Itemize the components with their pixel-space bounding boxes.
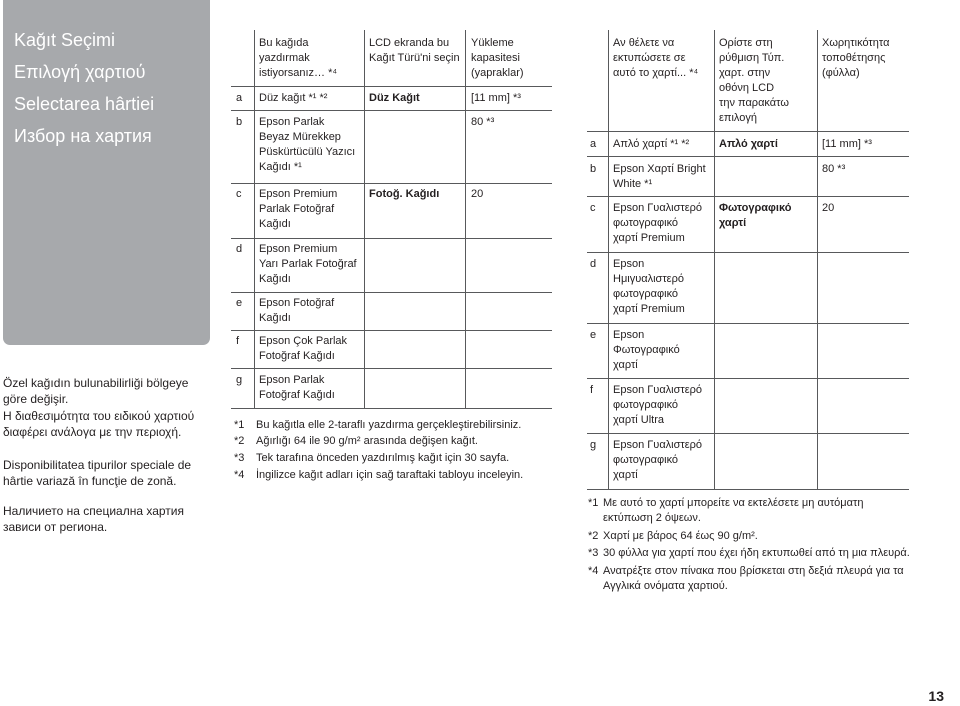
el-row-paper-line: Epson <box>613 258 645 270</box>
el-row-letter: f <box>590 384 594 396</box>
el-row-paper-type: Απλό χαρτί <box>719 138 778 150</box>
el-header-lcd-line1: Ορίστε στη <box>719 37 773 49</box>
tr-header-divider <box>231 86 552 87</box>
tr-row-letter: g <box>236 374 243 386</box>
el-row-paper-line: φωτογραφικό <box>613 454 679 466</box>
el-row-divider <box>587 378 909 379</box>
el-footnote-text: εκτύπωση 2 όψεων. <box>603 512 701 524</box>
tr-header-capacity-line1: Yükleme <box>471 37 514 49</box>
el-column-divider-3 <box>817 30 818 489</box>
el-footnote-mark: *4 <box>588 565 599 577</box>
el-row-divider <box>587 252 909 253</box>
el-row-paper-line: χαρτί <box>613 359 638 371</box>
note-romanian: Disponibilitatea tipurilor speciale de hârtie variază în funcţie de zonă. <box>3 458 192 488</box>
el-header-lcd-line5: την παρακάτω <box>719 97 789 109</box>
el-footnote-text: Ανατρέξτε στον πίνακα που βρίσκεται στη δεξιά πλευρά για τα <box>603 565 904 577</box>
el-footnote-mark: *3 <box>588 547 599 559</box>
tr-row-paper-line: Epson Parlak <box>259 116 325 128</box>
el-footnote-mark: *2 <box>588 530 599 542</box>
el-row-paper-line: Ημιγυαλιστερό <box>613 273 684 285</box>
el-header-lcd-line3: χαρτ. στην <box>719 67 771 79</box>
tr-column-divider-1 <box>254 30 255 408</box>
tr-row-divider <box>231 330 552 331</box>
el-header-capacity-line1: Χωρητικότητα <box>822 37 890 49</box>
el-photo-paper-type-line1: Φωτογραφικό <box>719 202 792 214</box>
el-row-capacity: 80 *³ <box>822 163 846 175</box>
el-row-paper-line: Epson <box>613 329 645 341</box>
el-row-divider <box>587 196 909 197</box>
tr-row-paper-line: Fotoğraf Kağıdı <box>259 389 335 401</box>
tr-footnote-text: Bu kağıtla elle 2-taraflı yazdırma gerçekleştirebilirsiniz. <box>256 419 522 431</box>
note-greek: Η διαθεσιμότητα του ειδικού χαρτιού διαφέρει ανάλογα με την περιοχή. <box>3 409 195 439</box>
el-footnote-text: Χαρτί με βάρος 64 έως 90 g/m². <box>603 530 758 542</box>
el-footnote-text: Αγγλικά ονόματα χαρτιού. <box>603 580 728 592</box>
el-row-paper-line: White *¹ <box>613 178 653 190</box>
tr-photo-capacity: 20 <box>471 188 484 200</box>
el-header-capacity-line2: τοποθέτησης <box>822 52 886 64</box>
tr-header-paper-line2: yazdırmak <box>259 52 310 64</box>
tr-row-paper-line: Parlak Fotoğraf <box>259 203 335 215</box>
el-row-divider <box>587 433 909 434</box>
el-photo-paper-type-line2: χαρτί <box>719 217 747 229</box>
tr-row-letter: e <box>236 297 243 309</box>
tr-footnote-mark: *1 <box>234 419 245 431</box>
el-column-divider-2 <box>714 30 715 489</box>
tr-footnote-mark: *3 <box>234 452 245 464</box>
tr-table-bottom <box>231 408 552 409</box>
tr-row-paper-line: Kağıdı <box>259 218 291 230</box>
tr-row-capacity: 80 *³ <box>471 116 495 128</box>
el-row-paper-line: χαρτί Ultra <box>613 414 665 426</box>
tr-row-paper-line: Yarı Parlak Fotoğraf <box>259 258 357 270</box>
el-table-bottom <box>587 489 909 490</box>
title-bulgarian: Избор на хартия <box>14 126 152 146</box>
tr-header-paper-line1: Bu kağıda <box>259 37 309 49</box>
tr-row-paper-line: Epson Parlak <box>259 374 325 386</box>
el-row-paper-line: Φωτογραφικό <box>613 344 680 356</box>
tr-row-paper-line: Epson Premium <box>259 243 338 255</box>
tr-footnote-text: İngilizce kağıt adları için sağ taraftaki tabloyu inceleyin. <box>256 469 524 481</box>
el-header-lcd-line4: οθόνη LCD <box>719 82 775 94</box>
tr-row-letter: a <box>236 92 243 104</box>
tr-row-letter: d <box>236 243 243 255</box>
el-row-paper-line: Απλό χαρτί *¹ *² <box>613 138 690 150</box>
tr-row-divider <box>231 238 552 239</box>
el-row-capacity: [11 mm] *³ <box>822 138 872 150</box>
title-romanian: Selectarea hârtiei <box>14 94 155 114</box>
tr-row-divider <box>231 292 552 293</box>
tr-row-paper-line: Kağıdı *¹ <box>259 161 302 173</box>
tr-column-divider-2 <box>364 30 365 408</box>
el-header-lcd-line2: ρύθμιση Τύπ. <box>719 52 785 64</box>
tr-row-divider <box>231 183 552 184</box>
el-footnote-text: 30 φύλλα για χαρτί που έχει ήδη εκτυπωθεί από τη μια πλευρά. <box>603 547 910 559</box>
el-row-paper-line: χαρτί Premium <box>613 303 685 315</box>
tr-header-lcd-line1: LCD ekranda bu <box>369 37 450 49</box>
tr-footnote-text: Ağırlığı 64 ile 90 g/m² arasında değişen kağıt. <box>256 435 478 447</box>
tr-row-paper-line: Epson Çok Parlak <box>259 335 348 347</box>
tr-row-paper-type: Düz Kağıt <box>369 92 420 104</box>
el-row-paper-line: φωτογραφικό <box>613 217 679 229</box>
el-header-divider <box>587 131 909 132</box>
el-row-letter: b <box>590 163 597 175</box>
tr-row-paper-line: Beyaz Mürekkep <box>259 131 341 143</box>
el-row-paper-line: Epson Χαρτί Bright <box>613 163 706 175</box>
el-row-divider <box>587 156 909 157</box>
tr-header-capacity-line2: kapasitesi <box>471 52 520 64</box>
el-footnote-text: Με αυτό το χαρτί μπορείτε να εκτελέσετε μη αυτόματη <box>603 497 864 509</box>
tr-row-divider <box>231 368 552 369</box>
tr-header-capacity-line3: (yapraklar) <box>471 67 524 79</box>
el-row-paper-line: Epson Γυαλιστερό <box>613 439 703 451</box>
tr-header-paper-line3: istiyorsanız… *⁴ <box>259 67 338 79</box>
el-row-letter: e <box>590 329 597 341</box>
el-row-paper-line: Epson Γυαλιστερό <box>613 384 703 396</box>
title-greek: Επιλογή χαρτιού <box>14 62 146 82</box>
tr-row-paper-line: Epson Fotoğraf <box>259 297 335 309</box>
tr-row-paper-line: Epson Premium <box>259 188 338 200</box>
tr-row-paper-line: Düz kağıt *¹ *² <box>259 92 328 104</box>
tr-row-paper-line: Püskürtücülü Yazıcı <box>259 146 356 158</box>
el-row-paper-line: φωτογραφικό <box>613 399 679 411</box>
el-row-paper-line: Epson Γυαλιστερό <box>613 202 703 214</box>
el-footnote-mark: *1 <box>588 497 599 509</box>
el-row-letter: d <box>590 258 597 270</box>
el-row-paper-line: χαρτί Premium <box>613 232 685 244</box>
tr-footnote-text: Tek tarafına önceden yazdırılmış kağıt için 30 sayfa. <box>256 452 510 464</box>
tr-row-paper-line: Kağıdı <box>259 312 291 324</box>
tr-footnote-mark: *2 <box>234 435 245 447</box>
el-row-paper-line: χαρτί <box>613 469 638 481</box>
tr-row-paper-line: Fotoğraf Kağıdı <box>259 350 335 362</box>
language-title-panel <box>3 0 210 345</box>
el-row-letter: a <box>590 138 597 150</box>
tr-row-capacity: [11 mm] *³ <box>471 92 521 104</box>
el-photo-capacity: 20 <box>822 202 835 214</box>
el-row-paper-line: φωτογραφικό <box>613 288 679 300</box>
page-number: 13 <box>928 688 944 704</box>
tr-row-paper-line: Kağıdı <box>259 273 291 285</box>
el-header-paper-line1: Αν θέλετε να <box>613 37 675 49</box>
note-turkish: Özel kağıdın bulunabilirliği bölgeye göre değişir. <box>3 376 189 406</box>
el-header-paper-line3: αυτό το χαρτί... *⁴ <box>613 67 699 79</box>
el-header-lcd-line6: επιλογή <box>719 112 758 124</box>
tr-row-letter: b <box>236 116 243 128</box>
el-row-divider <box>587 323 909 324</box>
tr-row-divider <box>231 110 552 111</box>
tr-row-letter: c <box>236 188 242 200</box>
tr-header-lcd-line2: Kağıt Türü'ni seçin <box>369 52 460 64</box>
el-header-capacity-line3: (φύλλα) <box>822 67 860 79</box>
tr-column-divider-3 <box>465 30 466 408</box>
el-row-letter: c <box>590 202 596 214</box>
tr-footnote-mark: *4 <box>234 469 245 481</box>
el-column-divider-1 <box>608 30 609 489</box>
el-row-letter: g <box>590 439 597 451</box>
note-bulgarian: Наличието на специална хартия зависи от региона. <box>3 504 184 534</box>
el-header-paper-line2: εκτυπώσετε σε <box>613 52 686 64</box>
tr-row-letter: f <box>236 335 240 347</box>
title-turkish: Kağıt Seçimi <box>14 30 116 50</box>
tr-photo-paper-type: Fotoğ. Kağıdı <box>369 188 440 200</box>
